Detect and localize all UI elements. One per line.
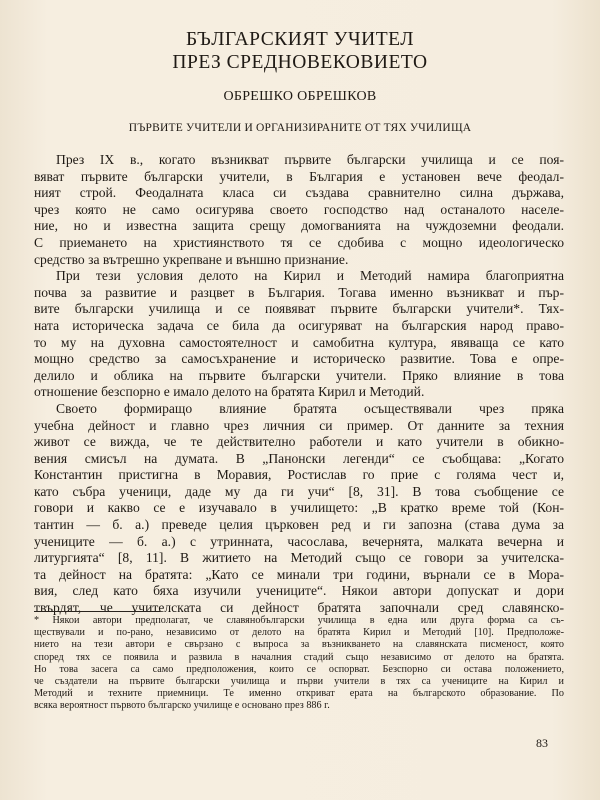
article-title [0, 28, 600, 74]
body-line: отношение безспорно е имало делото на братята Кирил и Методий. [34, 384, 425, 400]
body-line: Своето формиращо влияние братята осъществявали чрез пряка [56, 400, 564, 416]
footnote [34, 615, 564, 713]
body-line: ние, но и известна защита срещу домогванията на чуждоземни феодали. [34, 218, 564, 234]
title-line-2: ПРЕЗ СРЕДНОВЕКОВИЕТО [172, 52, 428, 73]
body-line: Константин пристигна в Моравия, Ростислав го прие с голяма чест и, [34, 467, 564, 483]
footnote-line: че създатели на първите български училища и първи учители в тях са учениците на Кирил и [34, 675, 564, 687]
body-line: то му на духовна самостоятелност и самобитна култура, явяваща се като [34, 334, 564, 350]
body-line: ната историческа задача се била да осигуряват на българския народ право- [34, 317, 564, 333]
body-line: твърдят, че учителската си дейност братята започнали сред славянско- [34, 600, 564, 616]
body-line: През IX в., когато възникват първите български училища и се поя- [56, 152, 564, 167]
body-line: литургията“ [8, 11]. В житието на Методий също се говори за учителска- [34, 550, 564, 566]
section-heading: ПЪРВИТЕ УЧИТЕЛИ И ОРГАНИЗИРАНИТЕ ОТ ТЯХ УЧИЛИЩА [128, 122, 472, 134]
body-line: та дейност на братята: „Като се минали три години, върнали се в Мора- [34, 566, 564, 582]
body-line: чрез която не само осигурява своето господство над останалото населе- [34, 201, 564, 217]
footnote-line: Методий и техните приемници. Те именно откриват ерата на българското образование. По [34, 688, 564, 700]
body-line: живот се вижда, че те действително работели и като учители в обикно- [34, 434, 564, 450]
footnote-line: нието на тези автори е свързано с въпроса за възникването на славянската писменост, която [34, 639, 564, 651]
body-text [34, 152, 564, 617]
body-line: вия, след като бяха изучили учениците“. Някои автори допускат и дори [34, 583, 564, 599]
footnote-line: * Някои автори предполагат, че славянобългарски училища в една или друга форма са съ- [34, 615, 564, 626]
footnote-line: ществували и по-рано, независимо от делото на братята Кирил и Методий [10]. Предположе- [34, 627, 564, 639]
footnote-line: Но това засега са само предположения, които се оспорват. Безспорно си остава положението, [34, 663, 564, 675]
body-line: говори и какво се е изучавало в училището: „В кратко време той (Кон- [34, 500, 564, 516]
footnote-line: всяка вероятност първото българско училище е основано през 886 г. [34, 700, 330, 712]
body-line: почва за развитие и разцвет в България. Тогава именно възникват и пър- [34, 284, 564, 300]
footnote-separator [34, 611, 160, 612]
body-line: С приемането на християнството тя се сдобива с мощно идеологическо [34, 234, 564, 250]
body-line: вяват първите български учители, в България е установен вече феодал- [34, 168, 564, 184]
body-line: тантин — б. а.) преведе целия църковен ред и ги запозна (става дума за [34, 517, 564, 533]
author-name: ОБРЕШКО ОБРЕШКОВ [223, 89, 377, 104]
body-line: мощно средство за самосъхранение и историческо развитие. Това е опре- [34, 351, 564, 367]
body-line: учениците — б. а.) с утринната, часослава, вечернята, малката вечерна и [34, 533, 564, 549]
body-line: учебна дейност и главно чрез личния си пример. От данните за техния [34, 417, 564, 433]
footnote-line: според тях се появила и развила в началния стадий също независимо от делото на братята. [34, 651, 564, 663]
body-line: делило и облика на първите български учители. Пряко влияние в това [34, 367, 564, 383]
title-line-1: БЪЛГАРСКИЯТ УЧИТЕЛ [185, 29, 414, 50]
body-line: като събра ученици, даде му да ги учи“ [8, 31]. В това съобщение се [34, 483, 564, 499]
body-line: При тези условия делото на Кирил и Методий намира благоприятна [56, 268, 564, 284]
body-line: вения смисъл на думата. В „Панонски легенди“ се съобщава: „Когато [34, 450, 564, 466]
body-line: средство за вътрешно укрепване и външно признание. [34, 251, 349, 267]
body-line: вите български училища и се появяват първите български учители*. Тях- [34, 301, 564, 317]
page-number: 83 [536, 736, 548, 750]
body-line: ният строй. Феодалната класа си създава сравнително силна държава, [34, 185, 564, 201]
